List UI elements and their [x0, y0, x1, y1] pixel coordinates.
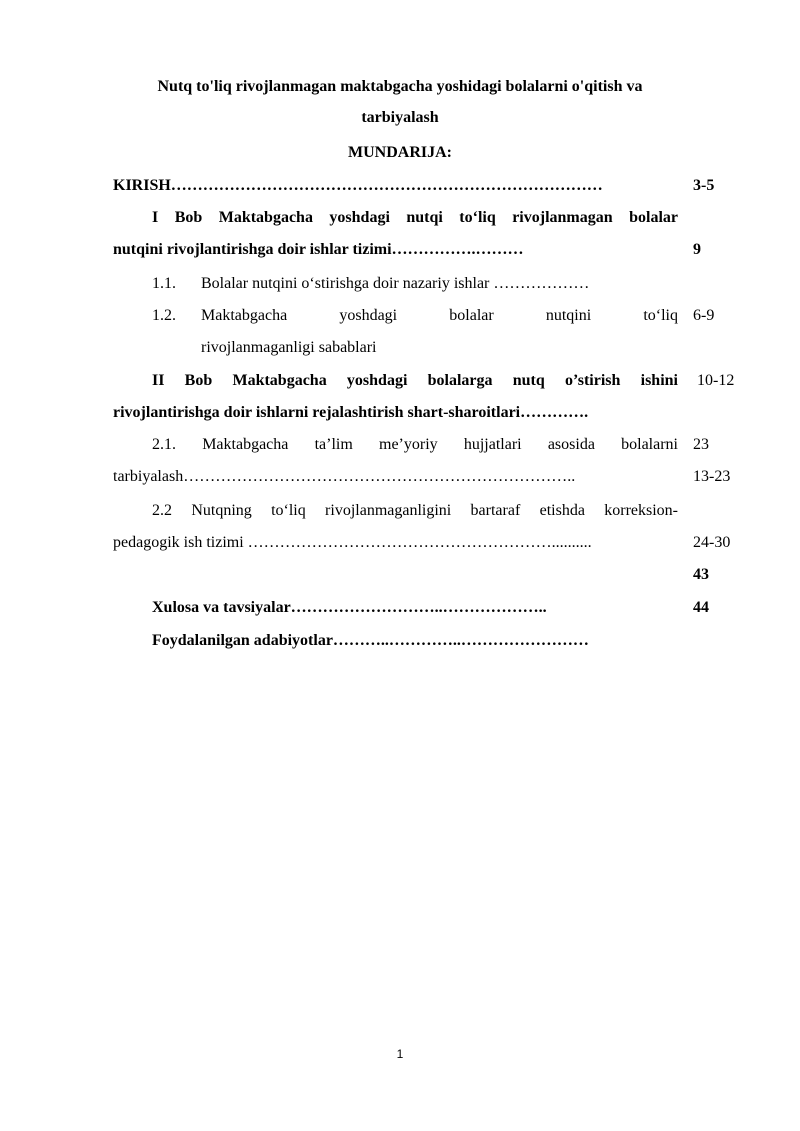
toc-s1-2-line2: rivojlanmaganligi sabablari — [201, 339, 377, 356]
toc-conclusion-page: 44 — [693, 599, 709, 616]
toc-s2-1-page-b: 13-23 — [693, 468, 731, 485]
toc-chapter2-line1: II Bob Maktabgacha yoshdagi bolalarga nutq o’stirish ishini — [152, 372, 678, 389]
toc-s2-1-line1: 2.1. Maktabgacha ta’lim me’yoriy hujjatlari asosida bolalarni — [152, 436, 678, 453]
toc-s2-1-page-a: 23 — [693, 436, 709, 453]
toc-s1-1-text: Bolalar nutqini o‘stirishga doir nazariy ishlar ……………… — [201, 275, 590, 292]
toc-chapter1-page: 9 — [693, 241, 701, 258]
toc-references-label: Foydalanilgan adabiyotlar………..…………..…………………… — [152, 632, 589, 649]
toc-s2-2-line2: pedagogik ish tizimi ………………………………………………….......... — [113, 534, 592, 551]
document-title-line2: tarbiyalash — [361, 109, 439, 126]
toc-conclusion-label: Xulosa va tavsiyalar………………………..……………….. — [152, 599, 547, 616]
toc-chapter1-line1: I Bob Maktabgacha yoshdagi nutqi to‘liq rivojlanmagan bolalar — [152, 209, 678, 226]
toc-s1-2-number: 1.2. — [152, 307, 176, 324]
toc-s2-2-line1: 2.2 Nutqning to‘liq rivojlanmaganligini bartaraf etishda korreksion- — [152, 502, 678, 519]
toc-s1-2-page: 6-9 — [693, 307, 715, 324]
toc-chapter2-page: 10-12 — [697, 372, 735, 389]
toc-s1-2-line1: Maktabgacha yoshdagi bolalar nutqini to‘liq — [201, 307, 678, 324]
toc-s2-1-line2: tarbiyalash……………………………………………………………….. — [113, 468, 576, 485]
toc-heading: MUNDARIJA: — [348, 144, 452, 161]
toc-chapter1-line2: nutqini rivojlantirishga doir ishlar tizimi…………….……… — [113, 241, 524, 258]
page-number: 1 — [396, 1047, 404, 1061]
toc-chapter2-line2: rivojlantirishga doir ishlarni rejalashtirish shart-sharoitlari…………. — [113, 404, 589, 421]
toc-s2-2-page-b: 43 — [693, 566, 709, 583]
toc-s1-1-number: 1.1. — [152, 275, 176, 292]
toc-s2-2-page-a: 24-30 — [693, 534, 731, 551]
toc-kirish-page: 3-5 — [693, 177, 715, 194]
document-title-line1: Nutq to'liq rivojlanmagan maktabgacha yoshidagi bolalarni o'qitish va — [157, 78, 643, 95]
toc-kirish-label: KIRISH……………………………………………………………………… — [113, 177, 603, 194]
